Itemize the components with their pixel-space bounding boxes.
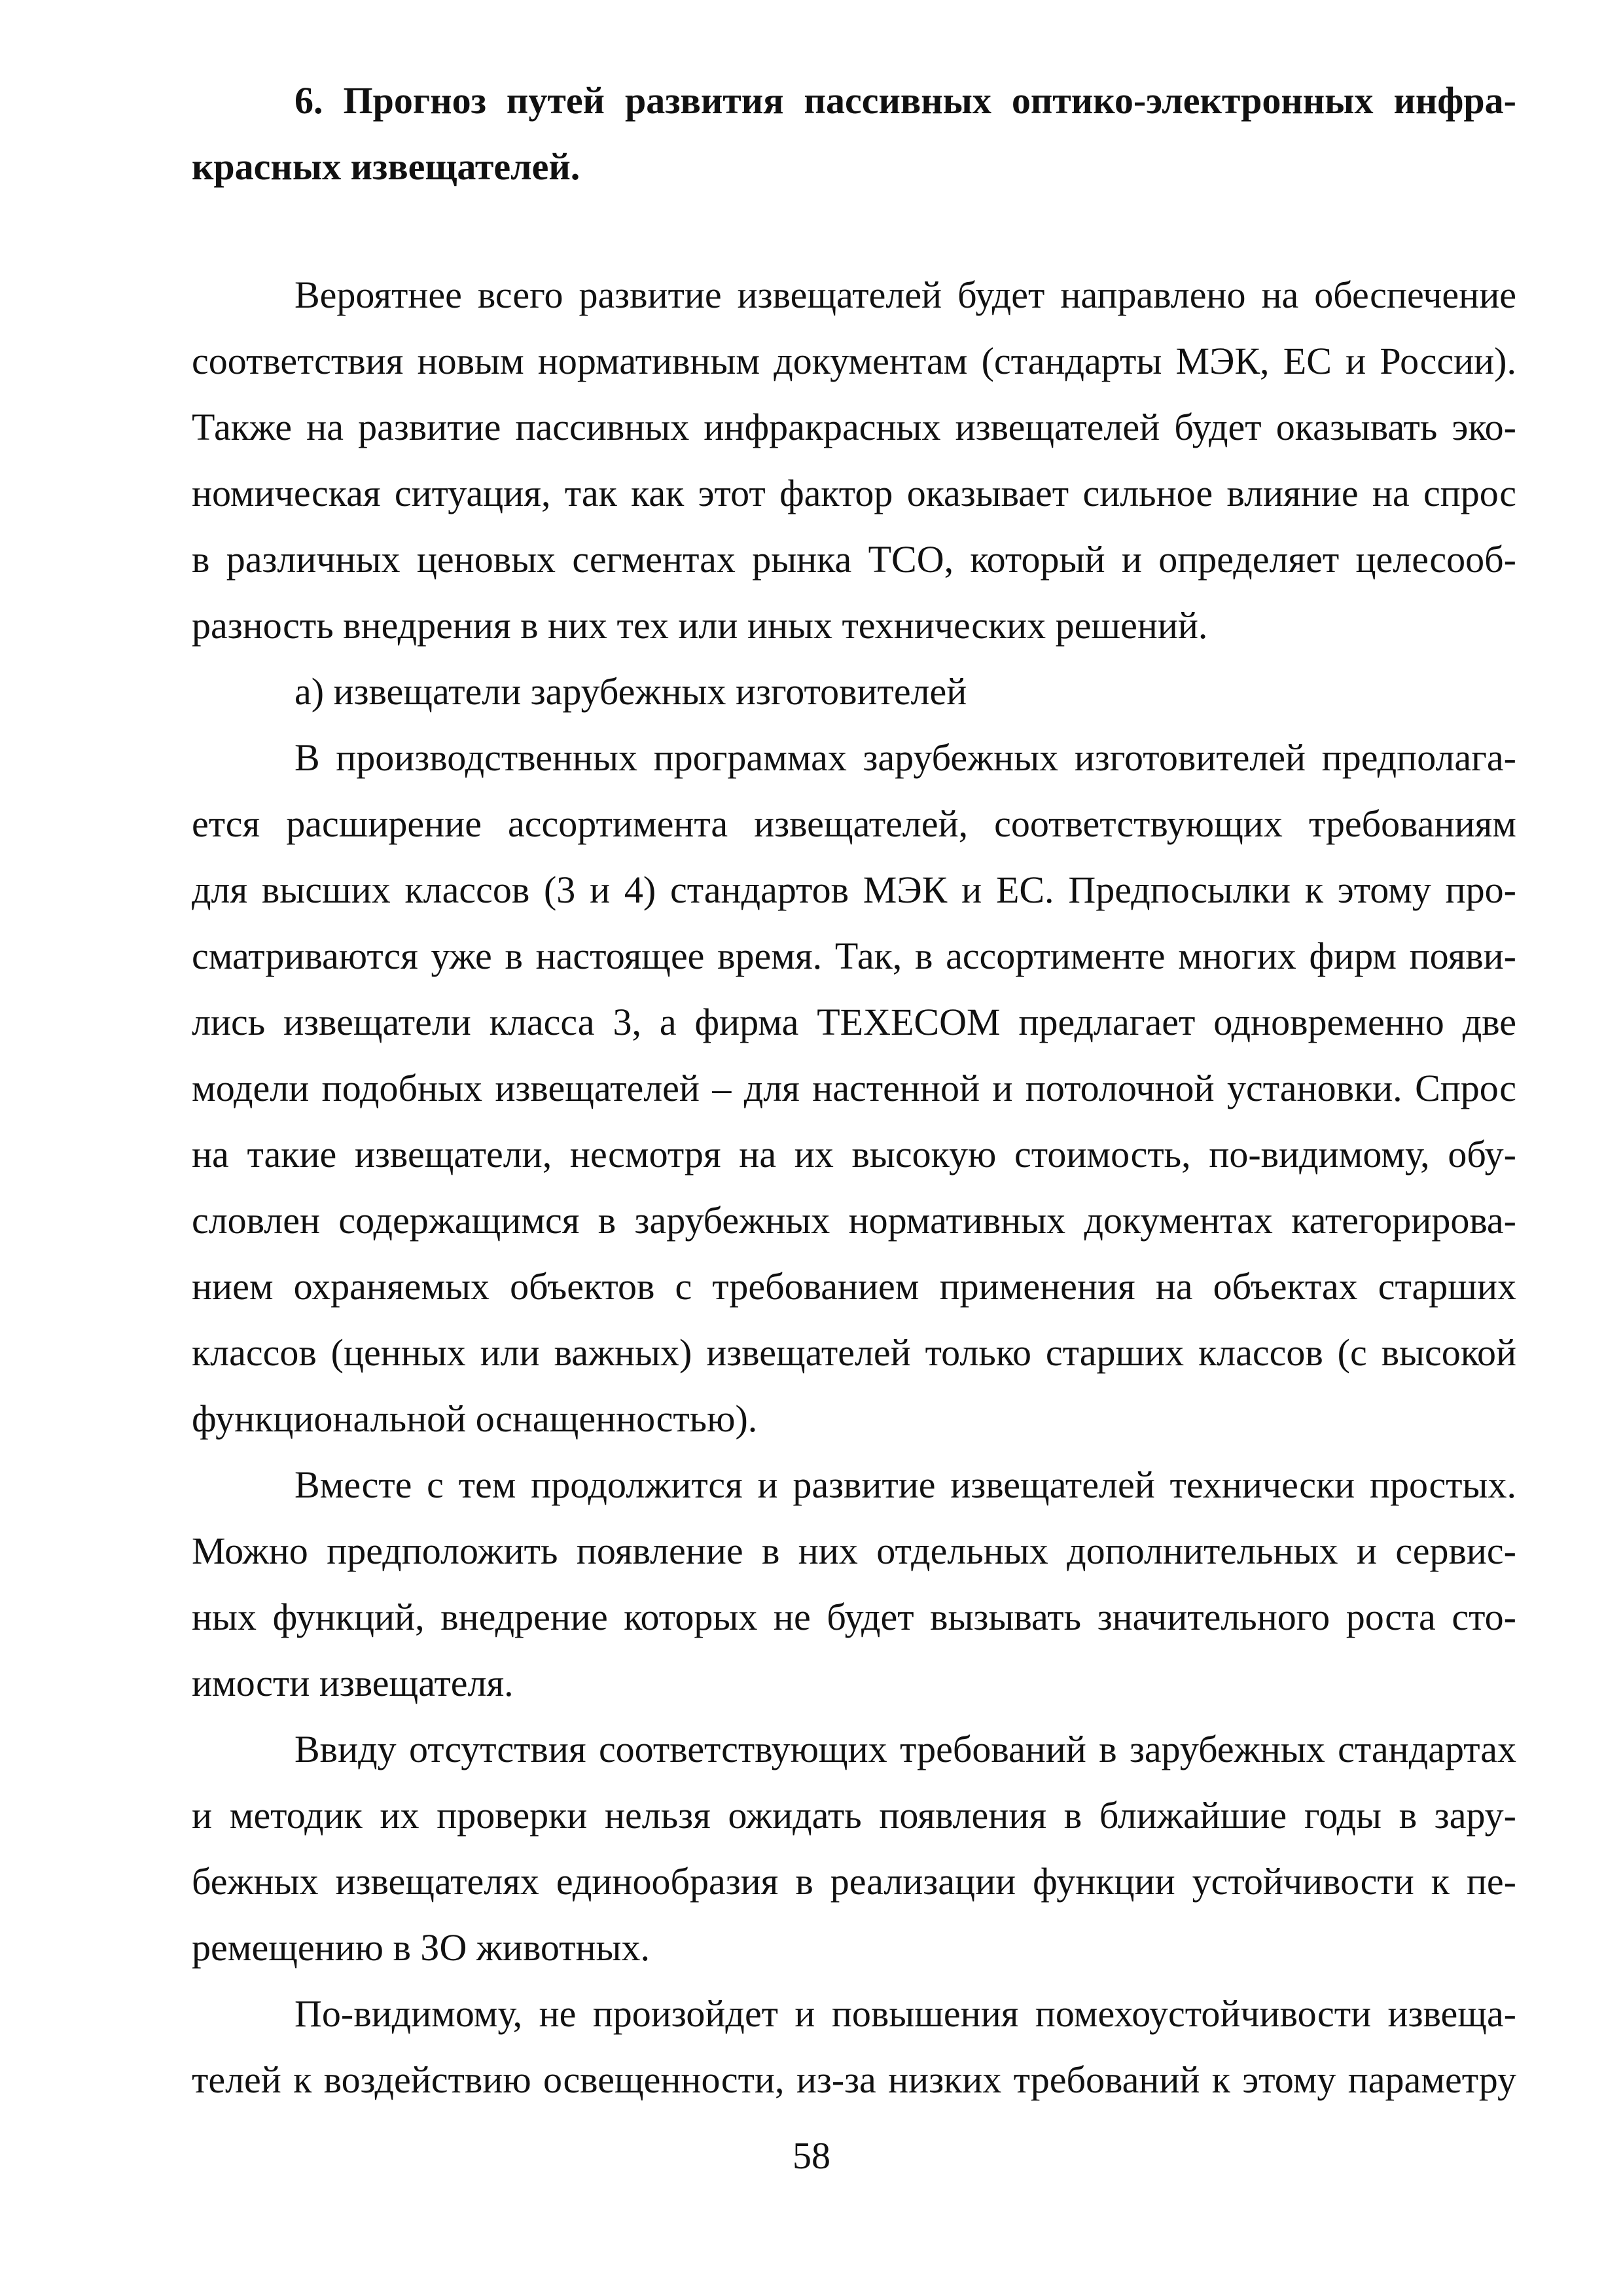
text-line: на такие извещатели, несмотря на их высокую стоимость, по-видимому, обу- <box>192 1133 1516 1175</box>
text-line: ется расширение ассортимента извещателей, соответствующих требованиям <box>192 802 1516 845</box>
text-line: и методик их проверки нельзя ожидать появления в ближайшие годы в зару- <box>192 1794 1516 1837</box>
text-line: Вероятнее всего развитие извещателей будет направлено на обеспечение <box>294 274 1516 316</box>
text-line: Также на развитие пассивных инфракрасных извещателей будет оказывать эко- <box>192 406 1516 448</box>
heading-line: красных извещателей. <box>192 145 580 188</box>
section-heading <box>192 67 1516 200</box>
paragraph <box>192 1981 1516 2113</box>
text-line: соответствия новым нормативным документам (стандарты МЭК, ЕС и России). <box>192 340 1516 382</box>
heading-line: 6. Прогноз путей развития пассивных оптико-электронных инфра- <box>294 79 1516 122</box>
text-line: модели подобных извещателей – для настенной и потолочной установки. Спрос <box>192 1067 1516 1109</box>
paragraph <box>192 1452 1516 1716</box>
text-line: Ввиду отсутствия соответствующих требований в зарубежных стандартах <box>294 1728 1516 1770</box>
text-line: телей к воздействию освещенности, из-за низких требований к этому параметру <box>192 2058 1516 2101</box>
text-line: ных функций, внедрение которых не будет вызывать значительного роста сто- <box>192 1596 1516 1638</box>
text-line: словлен содержащимся в зарубежных нормативных документах категорирова- <box>192 1199 1516 1242</box>
text-line: для высших классов (3 и 4) стандартов МЭК и ЕС. Предпосылки к этому про- <box>192 869 1516 911</box>
body-text <box>192 262 1516 2113</box>
spacer <box>192 200 1516 262</box>
text-line: разность внедрения в них тех или иных технических решений. <box>192 604 1208 647</box>
text-line: Можно предположить появление в них отдельных дополнительных и сервис- <box>192 1530 1516 1572</box>
text-line: имости извещателя. <box>192 1662 514 1704</box>
text-line: сматриваются уже в настоящее время. Так, в ассортименте многих фирм появи- <box>192 935 1516 977</box>
text-line: номическая ситуация, так как этот фактор оказывает сильное влияние на спрос <box>192 472 1516 514</box>
text-line: функциональной оснащенностью). <box>192 1397 758 1440</box>
text-line: ремещению в ЗО животных. <box>192 1926 651 1969</box>
text-line: бежных извещателях единообразия в реализации функции устойчивости к пе- <box>192 1860 1516 1903</box>
text-line: а) извещатели зарубежных изготовителей <box>294 670 967 713</box>
text-line: лись извещатели класса 3, а фирма TEXECOM предлагает одновременно две <box>192 1001 1516 1043</box>
page-body <box>192 67 1516 2113</box>
page-number: 58 <box>793 2134 830 2177</box>
text-line: По-видимому, не произойдет и повышения помехоустойчивости извеща- <box>294 1992 1516 2035</box>
paragraph <box>192 725 1516 1452</box>
paragraph <box>192 658 1516 725</box>
text-line: в различных ценовых сегментах рынка ТСО, который и определяет целесооб- <box>192 538 1516 581</box>
text-line: В производственных программах зарубежных изготовителей предполага- <box>294 736 1516 779</box>
text-line: нием охраняемых объектов с требованием применения на объектах старших <box>192 1265 1516 1308</box>
text-line: Вместе с тем продолжится и развитие извещателей технически простых. <box>294 1463 1516 1506</box>
paragraph <box>192 1716 1516 1981</box>
text-line: классов (ценных или важных) извещателей только старших классов (с высокой <box>192 1331 1516 1374</box>
paragraph <box>192 262 1516 658</box>
